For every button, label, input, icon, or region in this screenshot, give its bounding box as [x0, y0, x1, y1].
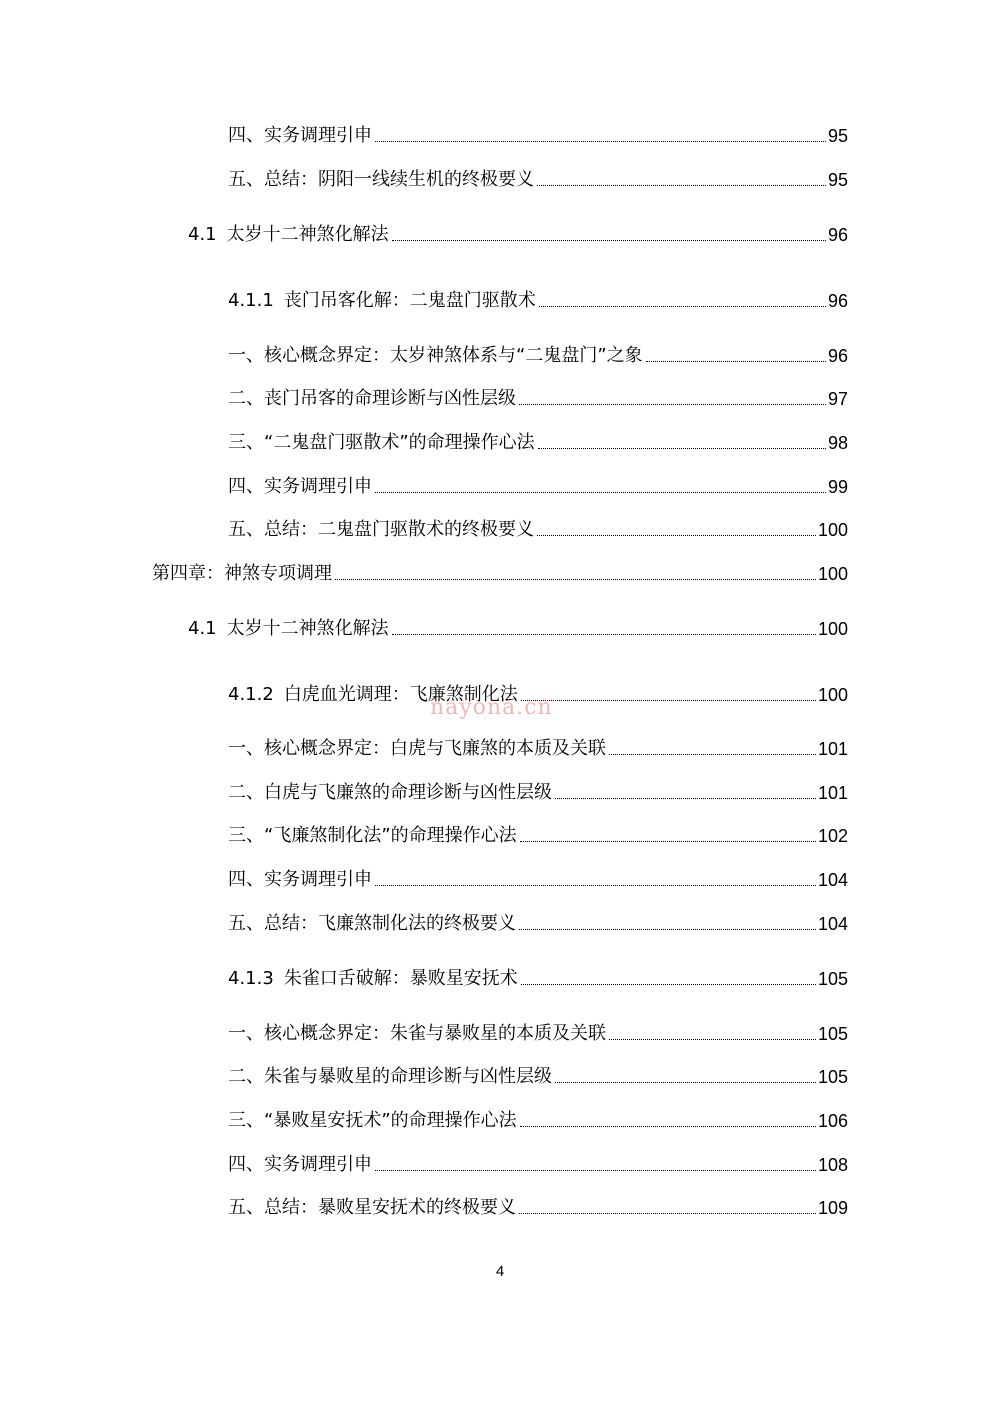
- toc-entry[interactable]: [228, 469, 848, 499]
- toc-entry[interactable]: [228, 425, 848, 455]
- toc-entry[interactable]: [228, 512, 848, 542]
- toc-entry-title: [228, 967, 521, 991]
- toc-entry[interactable]: [228, 961, 848, 991]
- toc-entry-page: 100: [817, 564, 848, 584]
- toc-entry-title: [228, 289, 539, 313]
- toc-entry-title: 四、实务调理引申: [228, 125, 372, 146]
- dot-leader: [392, 240, 826, 241]
- toc-entry-title: 一、核心概念界定：白虎与飞廉煞的本质及关联: [228, 738, 606, 759]
- dot-leader: [392, 634, 816, 635]
- toc-entry-title: 五、总结：阴阳一线续生机的终极要义: [228, 169, 534, 190]
- toc-entry[interactable]: [228, 283, 848, 313]
- toc-entry-page: 95: [827, 126, 848, 146]
- dot-leader: [538, 448, 826, 449]
- dot-leader: [539, 306, 826, 307]
- toc-entry-number: 4.1.2: [228, 684, 274, 705]
- toc-entry-title: 四、实务调理引申: [228, 1154, 372, 1175]
- dot-leader: [555, 1082, 816, 1083]
- toc-entry-title: 一、核心概念界定：太岁神煞体系与“二鬼盘门”之象: [228, 345, 643, 366]
- toc-entry-title: 二、白虎与飞廉煞的命理诊断与凶性层级: [228, 782, 552, 803]
- toc-entry-title-text: 朱雀口舌破解：暴败星安抚术: [283, 968, 518, 989]
- dot-leader: [375, 885, 816, 886]
- toc-entry[interactable]: [228, 1059, 848, 1089]
- toc-entry-page: 96: [827, 225, 848, 245]
- dot-leader: [521, 984, 816, 985]
- dot-leader: [375, 1170, 816, 1171]
- dot-leader: [646, 361, 826, 362]
- toc-entry-title: [188, 617, 392, 641]
- toc-entry-title: 四、实务调理引申: [228, 476, 372, 497]
- toc-entry[interactable]: [228, 118, 848, 148]
- toc-entry-page: 100: [817, 619, 848, 639]
- toc-entry[interactable]: [228, 1103, 848, 1133]
- toc-entry-page: 99: [827, 477, 848, 497]
- toc-entry-title: 一、核心概念界定：朱雀与暴败星的本质及关联: [228, 1023, 606, 1044]
- toc-entry-title-text: 太岁十二神煞化解法: [226, 224, 389, 245]
- dot-leader: [519, 1213, 816, 1214]
- toc-entry-page: 106: [817, 1111, 848, 1131]
- toc-entry-number: 4.1: [188, 618, 217, 639]
- toc-entry-page: 109: [817, 1198, 848, 1218]
- toc-entry-page: 97: [827, 389, 848, 409]
- dot-leader: [521, 700, 816, 701]
- toc-entry-page: 96: [827, 291, 848, 311]
- toc-entry-number: 4.1: [188, 224, 217, 245]
- watermark: nayona.cn: [430, 695, 553, 720]
- dot-leader: [609, 754, 816, 755]
- dot-leader: [335, 579, 816, 580]
- toc-entry-number: 4.1.1: [228, 290, 274, 311]
- toc-entry-title: 二、朱雀与暴败星的命理诊断与凶性层级: [228, 1066, 552, 1087]
- toc-entry-page: 102: [817, 826, 848, 846]
- dot-leader: [519, 929, 816, 930]
- toc-entry-title: 二、丧门吊客的命理诊断与凶性层级: [228, 388, 516, 409]
- toc-entry-page: 105: [817, 969, 848, 989]
- dot-leader: [555, 798, 816, 799]
- toc-entry-page: 95: [827, 170, 848, 190]
- toc-entry-title: 三、“暴败星安抚术”的命理操作心法: [228, 1110, 517, 1131]
- toc-entry-title: [188, 223, 392, 247]
- toc-entry-page: 100: [817, 520, 848, 540]
- toc-entry[interactable]: [228, 338, 848, 368]
- dot-leader: [520, 841, 816, 842]
- toc-entry-page: 96: [827, 346, 848, 366]
- page-number: 4: [495, 1263, 505, 1280]
- toc-entry-page: 104: [817, 870, 848, 890]
- toc-entry-page: 101: [817, 783, 848, 803]
- dot-leader: [537, 185, 826, 186]
- toc-entry-title: 五、总结：二鬼盘门驱散术的终极要义: [228, 519, 534, 540]
- toc-entry-page: 100: [817, 685, 848, 705]
- dot-leader: [520, 1126, 816, 1127]
- toc-entry[interactable]: [228, 818, 848, 848]
- toc-entry-title: 三、“二鬼盘门驱散术”的命理操作心法: [228, 432, 535, 453]
- toc-entry[interactable]: [228, 906, 848, 936]
- toc-entry-title: 三、“飞廉煞制化法”的命理操作心法: [228, 825, 517, 846]
- toc-entry-number: 4.1.3: [228, 968, 274, 989]
- toc-entry-page: 108: [817, 1155, 848, 1175]
- toc-entry[interactable]: [228, 731, 848, 761]
- toc-entry[interactable]: [228, 1147, 848, 1177]
- toc-entry-title: 四、实务调理引申: [228, 869, 372, 890]
- dot-leader: [519, 404, 826, 405]
- toc-entry-title: 第四章：神煞专项调理: [152, 563, 332, 584]
- dot-leader: [537, 535, 816, 536]
- toc-entry-title: 五、总结：暴败星安抚术的终极要义: [228, 1197, 516, 1218]
- toc-entry-title-text: 丧门吊客化解：二鬼盘门驱散术: [283, 290, 536, 311]
- toc-entry[interactable]: [152, 556, 848, 586]
- toc-entry-page: 105: [817, 1067, 848, 1087]
- toc-entry-title-text: 白虎血光调理：飞廉煞制化法: [283, 684, 518, 705]
- toc-entry-title-text: 太岁十二神煞化解法: [226, 618, 389, 639]
- toc-entry[interactable]: [188, 217, 848, 247]
- toc-entry-title: 五、总结：飞廉煞制化法的终极要义: [228, 913, 516, 934]
- toc-entry[interactable]: [228, 1190, 848, 1220]
- dot-leader: [375, 141, 826, 142]
- toc-entry[interactable]: [228, 1016, 848, 1046]
- toc-entry-page: 104: [817, 914, 848, 934]
- dot-leader: [375, 492, 826, 493]
- toc-entry-page: 105: [817, 1024, 848, 1044]
- toc-entry[interactable]: [228, 381, 848, 411]
- dot-leader: [609, 1039, 816, 1040]
- toc-entry[interactable]: [228, 862, 848, 892]
- toc-entry-page: 101: [817, 739, 848, 759]
- toc-entry[interactable]: [188, 611, 848, 641]
- toc-entry[interactable]: [228, 775, 848, 805]
- toc-entry-page: 98: [827, 433, 848, 453]
- toc-entry[interactable]: [228, 162, 848, 192]
